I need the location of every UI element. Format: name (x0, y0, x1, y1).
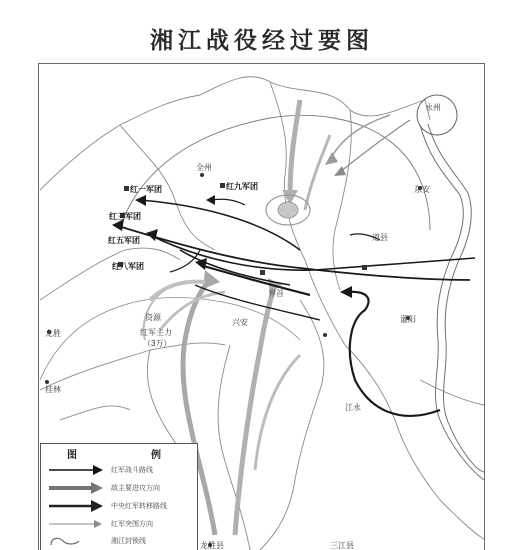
legend-item-breakout (47, 518, 197, 532)
legend-item-enemy-attack (47, 482, 197, 496)
legend-label: 中央红军转移路线 (111, 503, 167, 510)
label-hongjun8: 红八军团 (112, 262, 144, 271)
label-guilin: 桂林 (45, 385, 61, 394)
thick-arrow-icon (47, 482, 105, 494)
label-hongjun5: 红五军团 (108, 236, 140, 245)
label-bottom2: 三江县 (330, 541, 354, 550)
label-yongzhou: 永州 (425, 103, 441, 112)
label-bottom1: 龙胜县 (200, 541, 224, 550)
label-jieshou: 界首 (268, 289, 284, 298)
label-daoxian: 道县 (372, 233, 388, 242)
label-hongjun1: 红一军团 (130, 185, 162, 194)
label-guanyang: 灌阳 (400, 315, 416, 324)
legend-title (41, 446, 199, 460)
thin-arrow-icon (47, 518, 105, 530)
label-jiangyong: 江永 (345, 403, 361, 412)
label-red-army-count: （3万） (143, 339, 172, 348)
label-quanzhou: 全州 (196, 163, 212, 172)
map-legend (40, 443, 198, 550)
solid-arrow-icon (47, 464, 105, 476)
map-title: 湘江战役经过要图 (150, 27, 374, 54)
legend-item-central-army (47, 500, 197, 514)
xiang-river (420, 124, 484, 480)
red-army-routes (112, 195, 475, 416)
legend-label: 红军突围方向 (111, 521, 153, 528)
label-xingan: 兴安 (232, 318, 248, 327)
yongzhou-circle (417, 95, 457, 135)
label-ziyuan: 资源 (145, 313, 161, 322)
label-hongjun3: 红三军团 (109, 212, 141, 221)
legend-title-right: 例 (151, 450, 161, 461)
label-hongjun9: 红九军团 (226, 182, 258, 191)
encirclement-arc (125, 115, 430, 230)
curved-line-icon (47, 535, 105, 547)
legend-item-blockade (47, 535, 197, 549)
double-arrow-icon (47, 500, 105, 512)
legend-label: 敌主要进攻方向 (111, 485, 160, 492)
label-xian: 东安 (414, 185, 430, 194)
legend-title-left: 图 (67, 450, 77, 461)
legend-label: 红军战斗路线 (111, 467, 153, 474)
label-red-army-upper: 红军主力 (140, 328, 172, 337)
label-longsheng: 龙胜 (45, 329, 61, 338)
legend-item-red-army-route (47, 464, 197, 478)
legend-label: 湘江封锁线 (111, 538, 146, 545)
